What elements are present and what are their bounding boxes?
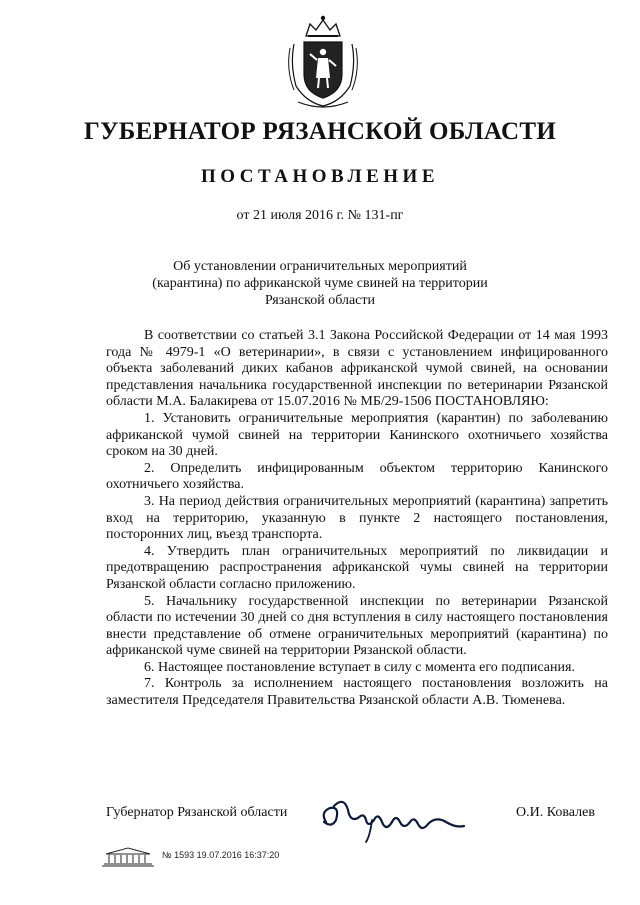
clause-5: 5. Начальнику государственной инспекции по ветеринарии Рязанской области по истечении 30 дней со дня вступления в силу настоящего постановления внести представление об отмене ограничительных мероприятий (карантина) по африканской чуме свиней на территории Рязанской области. xyxy=(106,593,608,659)
preamble-paragraph: В соответствии со статьей 3.1 Закона Российской Федерации от 14 мая 1993 года № 4979-1 «О ветеринарии», в связи с установлением инфицированного объекта заболеваний диких кабанов африканской чумой свиней, на основании представления начальника государственной инспекции по ветеринарии Рязанской области М.А. Балакирева от 15.07.2016 № МБ/29-1506 ПОСТАНОВЛЯЮ: xyxy=(106,328,608,410)
clause-2: 2. Определить инфицированным объектом территорию Канинского охотничьего хозяйства. xyxy=(106,460,608,493)
clause-7: 7. Контроль за исполнением настоящего постановления возложить на заместителя Председателя Правительства Рязанской области А.В. Тюменева. xyxy=(106,676,608,709)
coat-of-arms-icon xyxy=(284,14,362,109)
subject-line: Рязанской области xyxy=(264,293,376,308)
registry-building-icon xyxy=(100,846,156,868)
subject-line: (карантина) по африканской чуме свиней на территории xyxy=(152,276,488,291)
signatory-name: О.И. Ковалев xyxy=(516,805,595,820)
subject-line: Об установлении ограничительных мероприятий xyxy=(173,259,467,274)
document-body xyxy=(106,328,608,710)
document-subject xyxy=(150,258,490,309)
clause-4: 4. Утвердить план ограничительных мероприятий по ликвидации и предотвращению распространения африканской чумы свиней на территории Рязанской области согласно приложению. xyxy=(106,543,608,592)
issuer-title: ГУБЕРНАТОР РЯЗАНСКОЙ ОБЛАСТИ xyxy=(83,118,557,145)
registration-info: № 1593 19.07.2016 16:37:20 xyxy=(162,850,280,860)
clause-6: 6. Настоящее постановление вступает в силу с момента его подписания. xyxy=(144,659,575,675)
signatory-role: Губернатор Рязанской области xyxy=(106,805,288,820)
clause-1: 1. Установить ограничительные мероприятия (карантин) по заболеванию африканской чумой свиней на территории Канинского охотничьего хозяйства сроком на 30 дней. xyxy=(106,410,608,460)
handwritten-signature xyxy=(318,792,468,844)
document-date-number: от 21 июля 2016 г. № 131-пг xyxy=(236,208,404,223)
document-type: ПОСТАНОВЛЕНИЕ xyxy=(200,166,440,187)
clause-3: 3. На период действия ограничительных мероприятий (карантина) запретить вход на территорию, указанную в пункте 2 настоящего постановления, посторонних лиц, въезд транспорта. xyxy=(106,493,608,543)
